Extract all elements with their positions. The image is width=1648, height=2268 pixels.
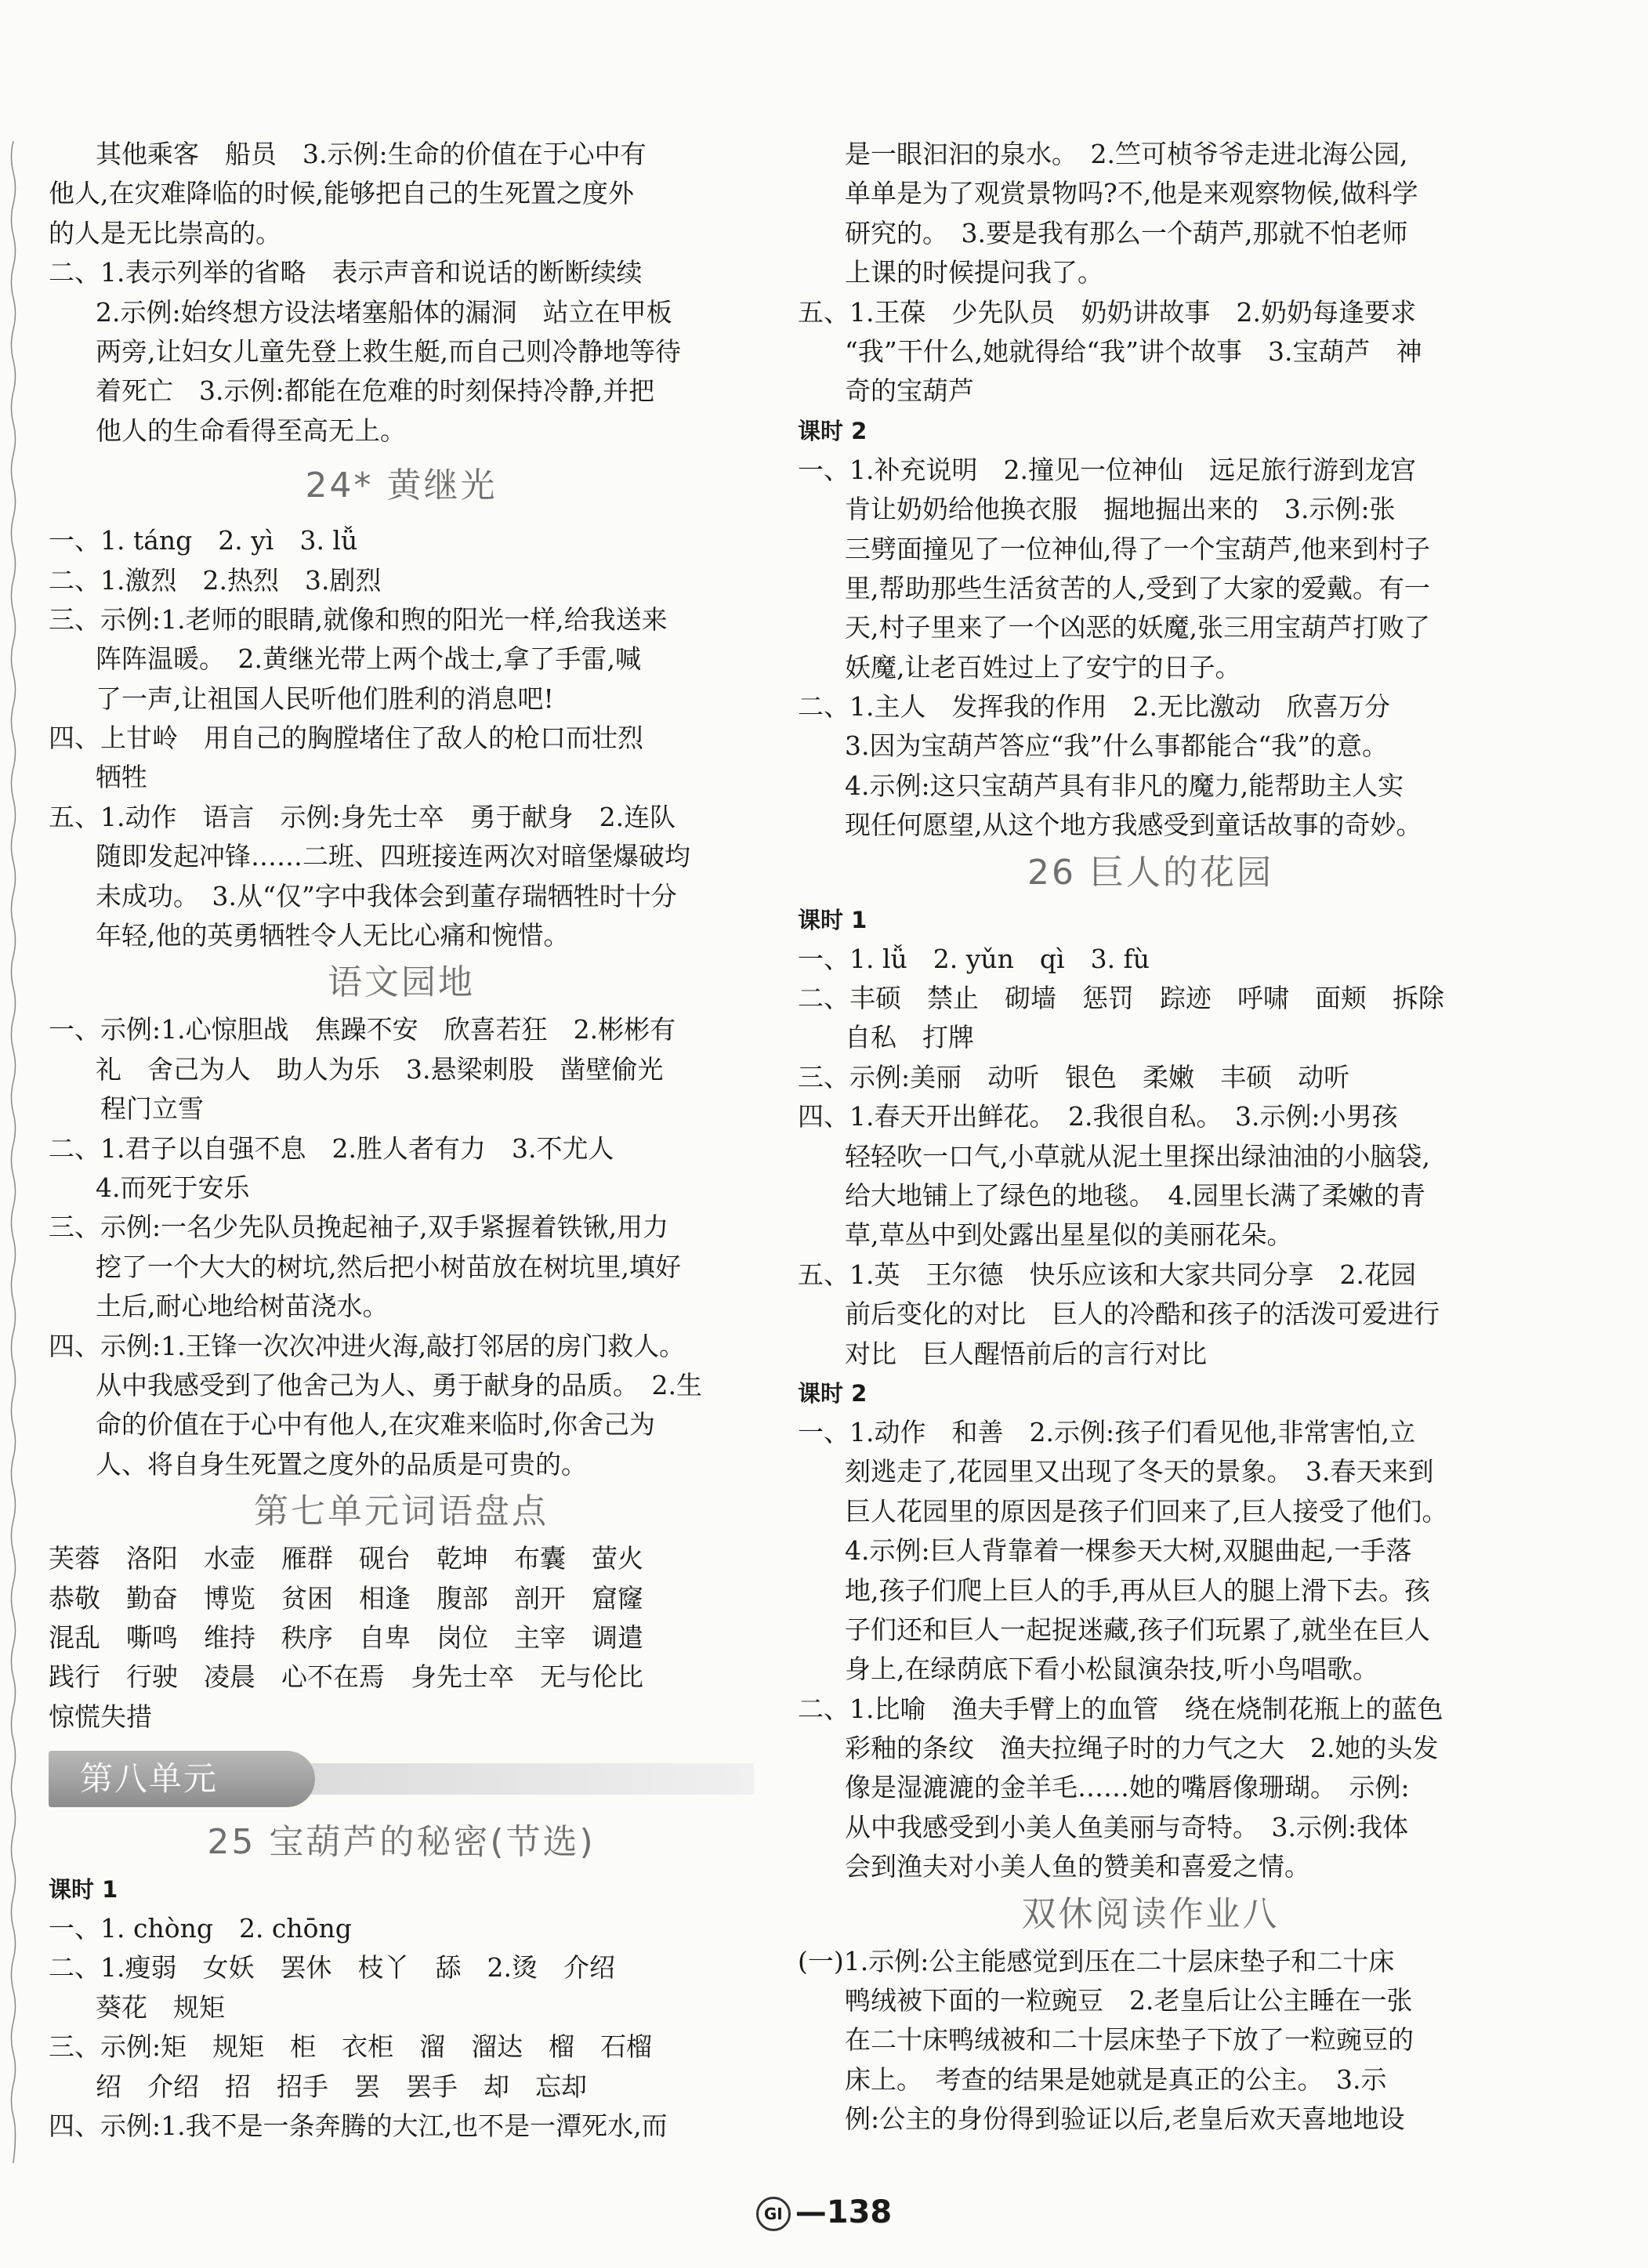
text-line: 4.示例:巨人背靠着一棵参天大树,双腿曲起,一手落 xyxy=(845,1535,1412,1567)
lesson-title-25: 25 宝葫芦的秘密(节选) xyxy=(207,1822,596,1863)
text-line: 一、1. chòng 2. chōng xyxy=(49,1913,352,1944)
text-line: 牺牲 xyxy=(96,762,147,793)
text-line: 三、示例:美丽 动听 银色 柔嫩 丰硕 动听 xyxy=(798,1061,1350,1092)
text-line: 二、1.君子以自强不息 2.胜人者有力 3.不尤人 xyxy=(49,1132,614,1164)
text-line: 二、1.激烈 2.热烈 3.剧烈 xyxy=(49,564,382,596)
text-line: 了一声,让祖国人民听他们胜利的消息吧! xyxy=(96,683,554,714)
text-line: 两旁,让妇女儿童先登上救生艇,而自己则冷静地等待 xyxy=(96,335,681,367)
lesson-period-label: 课时 1 xyxy=(798,906,867,933)
section-24 xyxy=(49,521,754,955)
section-title-sx: 双休阅读作业八 xyxy=(1021,1893,1280,1934)
text-line: 礼 舍己为人 助人为乐 3.悬梁刺股 凿壁偷光 xyxy=(96,1053,664,1085)
text-line: 一、示例:1.心惊胆战 焦躁不安 欣喜若狂 2.彬彬有 xyxy=(49,1014,676,1045)
text-line: 三、示例:一名少先队员挽起袖子,双手紧握着铁锹,用力 xyxy=(49,1212,669,1243)
text-line: 五、1.王葆 少先队员 奶奶讲故事 2.奶奶每逢要求 xyxy=(798,296,1416,328)
section-sx xyxy=(798,1942,1503,2139)
text-line: 研究的。 3.要是我有那么一个葫芦,那就不怕老师 xyxy=(845,217,1408,248)
section-23-tail xyxy=(49,135,754,451)
page-footer xyxy=(0,2194,1648,2231)
text-line: 现任何愿望,从这个地方我感受到童话故事的奇妙。 xyxy=(845,810,1422,841)
text-line: 二、丰硕 禁止 砌墙 惩罚 踪迹 呼啸 面颊 拆除 xyxy=(798,983,1444,1014)
text-line: 绍 介绍 招 招手 罢 罢手 却 忘却 xyxy=(96,2071,587,2102)
text-line: 巨人花园里的原因是孩子们回来了,巨人接受了他们。 xyxy=(845,1495,1448,1527)
text-line: 他人,在灾难降临的时候,能够把自己的生死置之度外 xyxy=(49,178,634,209)
text-line: 单单是为了观赏景物吗?不,他是来观察物候,做科学 xyxy=(845,178,1418,209)
text-line: 其他乘客 船员 3.示例:生命的价值在于心中有 xyxy=(96,139,647,169)
unit-banner-bar xyxy=(307,1763,754,1795)
text-line: 五、1.英 王尔德 快乐应该和大家共同分享 2.花园 xyxy=(798,1259,1416,1290)
text-line: 三、示例:1.老师的眼睛,就像和煦的阳光一样,给我送来 xyxy=(49,603,668,635)
text-line: 三劈面撞见了一位神仙,得了一个宝葫芦,他来到村子 xyxy=(845,533,1430,564)
text-line: 自私 打牌 xyxy=(845,1022,974,1053)
text-line: 前后变化的对比 巨人的冷酷和孩子的活泼可爱进行 xyxy=(845,1299,1440,1330)
left-column xyxy=(49,135,754,2146)
text-line: 混乱 嘶鸣 维持 秩序 自卑 岗位 主宰 调遣 xyxy=(49,1621,643,1653)
text-line: 轻轻吹一口气,小草就从泥土里探出绿油油的小脑袋, xyxy=(845,1140,1430,1172)
text-line: 土后,耐心地给树苗浇水。 xyxy=(96,1291,389,1322)
text-line: 从中我感受到了他舍己为人、勇于献身的品质。 2.生 xyxy=(96,1369,702,1400)
text-line: 子们还和巨人一起捉迷藏,孩子们玩累了,就坐在巨人 xyxy=(845,1614,1430,1645)
text-line: 惊慌失措 xyxy=(49,1701,152,1732)
text-line: 里,帮助那些生活贫苦的人,受到了大家的爱戴。有一 xyxy=(845,572,1430,603)
text-line: 着死亡 3.示例:都能在危难的时刻保持冷静,并把 xyxy=(96,375,655,407)
text-line: 人、将自身生死置之度外的品质是可贵的。 xyxy=(96,1448,587,1480)
text-line: 挖了一个大大的树坑,然后把小树苗放在树坑里,填好 xyxy=(96,1251,681,1282)
text-line: 四、示例:1.王锋一次次冲进火海,敲打邻居的房门救人。 xyxy=(49,1330,686,1361)
text-line: 从中我感受到小美人鱼美丽与奇特。 3.示例:我体 xyxy=(845,1811,1409,1842)
text-line: 一、1. táng 2. yì 3. lǚ xyxy=(49,525,358,556)
section-25b xyxy=(798,451,1503,846)
text-line: 像是湿漉漉的金羊毛……她的嘴唇像珊瑚。 示例: xyxy=(845,1772,1410,1803)
text-line: 是一眼汩汩的泉水。 2.竺可桢爷爷走进北海公园, xyxy=(845,139,1408,169)
text-line: 五、1.动作 语言 示例:身先士卒 勇于献身 2.连队 xyxy=(49,801,676,832)
lesson-title-24: 24* 黄继光 xyxy=(305,466,498,506)
text-line: 恭敬 勤奋 博览 贫困 相逢 腹部 剖开 窟窿 xyxy=(49,1582,643,1614)
text-line: 2.示例:始终想方设法堵塞船体的漏洞 站立在甲板 xyxy=(96,296,672,328)
text-line: 床上。 考查的结果是她就是真正的公主。 3.示 xyxy=(845,2063,1387,2095)
text-line: 命的价值在于心中有他人,在灾难来临时,你舍己为 xyxy=(96,1409,655,1440)
text-line: 天,村子里来了一个凶恶的妖魔,张三用宝葫芦打败了 xyxy=(845,612,1430,643)
lesson-period-label: 课时 2 xyxy=(798,1379,867,1407)
text-line: 4.示例:这只宝葫芦具有非凡的魔力,能帮助主人实 xyxy=(845,770,1404,801)
text-line: 身上,在绿荫底下看小松鼠演杂技,听小鸟唱歌。 xyxy=(845,1654,1378,1685)
text-line: 二、1.比喻 渔夫手臂上的血管 绕在烧制花瓶上的蓝色 xyxy=(798,1693,1443,1724)
section-title-cypd: 第七单元词语盘点 xyxy=(254,1491,549,1532)
unit-banner xyxy=(49,1737,754,1815)
text-line: 彩釉的条纹 渔夫拉绳子时的力气之大 2.她的头发 xyxy=(845,1733,1439,1764)
text-line: 二、1.瘦弱 女妖 罢休 枝丫 舔 2.烫 介绍 xyxy=(49,1952,615,1984)
text-line: 年轻,他的英勇牺牲令人无比心痛和惋惜。 xyxy=(96,920,570,951)
text-line: 在二十床鸭绒被和二十层床垫子下放了一粒豌豆的 xyxy=(845,2024,1414,2056)
text-line: 草,草丛中到处露出星星似的美丽花朵。 xyxy=(845,1219,1293,1251)
text-line: 一、1.动作 和善 2.示例:孩子们看见他,非常害怕,立 xyxy=(798,1416,1416,1447)
text-line: 三、示例:矩 规矩 柜 衣柜 溜 溜达 榴 石榴 xyxy=(49,2031,653,2063)
publisher-badge-icon: GI xyxy=(756,2197,791,2231)
right-column xyxy=(798,135,1503,2139)
section-25-cont xyxy=(798,135,1503,411)
text-line: 4.而死于安乐 xyxy=(96,1172,250,1203)
text-line: 3.因为宝葫芦答应“我”什么事都能合“我”的意。 xyxy=(845,730,1388,762)
text-line: 上课的时候提问我了。 xyxy=(845,257,1103,288)
text-line: “我”干什么,她就得给“我”讲个故事 3.宝葫芦 神 xyxy=(845,335,1422,367)
text-line: 例:公主的身份得到验证以后,老皇后欢天喜地地设 xyxy=(845,2103,1405,2135)
text-line: 的人是无比崇高的。 xyxy=(49,217,281,248)
text-line: 未成功。 3.从“仅”字中我体会到董存瑞牺牲时十分 xyxy=(96,880,677,911)
text-line: 一、1. lǚ 2. yǔn qì 3. fù xyxy=(798,943,1150,974)
text-line: 程门立雪 xyxy=(100,1093,204,1125)
text-line: 四、上甘岭 用自己的胸膛堵住了敌人的枪口而壮烈 xyxy=(49,723,643,754)
text-line: 二、1.主人 发挥我的作用 2.无比激动 欣喜万分 xyxy=(798,691,1390,723)
text-line: 随即发起冲锋……二班、四班接连两次对暗堡爆破均 xyxy=(96,841,690,872)
text-line: 给大地铺上了绿色的地毯。 4.园里长满了柔嫩的青 xyxy=(845,1179,1425,1211)
text-line: (一)1.示例:公主能感觉到压在二十层床垫子和二十床 xyxy=(798,1945,1395,1976)
text-line: 对比 巨人醒悟前后的言行对比 xyxy=(845,1338,1207,1369)
text-line: 鸭绒被下面的一粒豌豆 2.老皇后让公主睡在一张 xyxy=(845,1985,1413,2016)
text-line: 二、1.表示列举的省略 表示声音和说话的断断续续 xyxy=(49,257,643,288)
binding-edge xyxy=(9,141,17,2163)
section-ywyd xyxy=(49,1010,754,1484)
section-26b xyxy=(798,1413,1503,1887)
section-25a xyxy=(49,1909,754,2146)
section-cypd xyxy=(49,1539,754,1737)
unit-banner-label: 第八单元 xyxy=(49,1751,315,1807)
text-line: 践行 行驶 凌晨 心不在焉 身先士卒 无与伦比 xyxy=(49,1661,643,1693)
text-line: 刻逃走了,花园里又出现了冬天的景象。 3.春天来到 xyxy=(845,1456,1434,1487)
text-line: 四、示例:1.我不是一条奔腾的大江,也不是一潭死水,而 xyxy=(49,2110,668,2142)
text-line: 芙蓉 洛阳 水壶 雁群 砚台 乾坤 布囊 萤火 xyxy=(49,1543,643,1574)
text-line: 一、1.补充说明 2.撞见一位神仙 远足旅行游到龙宫 xyxy=(798,454,1416,485)
text-line: 地,孩子们爬上巨人的手,再从巨人的腿上滑下去。孩 xyxy=(845,1574,1430,1606)
lesson-period-label: 课时 1 xyxy=(49,1876,118,1904)
section-26a xyxy=(798,940,1503,1374)
lesson-title-26: 26 巨人的花园 xyxy=(1027,852,1273,893)
text-line: 他人的生命看得至高无上。 xyxy=(96,415,406,446)
page-number: —138 xyxy=(795,2194,893,2230)
text-line: 阵阵温暖。 2.黄继光带上两个战士,拿了手雷,喊 xyxy=(96,643,641,675)
text-line: 会到渔夫对小美人鱼的赞美和喜爱之情。 xyxy=(845,1851,1310,1882)
lesson-period-label: 课时 2 xyxy=(798,417,867,444)
text-line: 肯让奶奶给他换衣服 掘地掘出来的 3.示例:张 xyxy=(845,494,1396,525)
text-line: 四、1.春天开出鲜花。 2.我很自私。 3.示例:小男孩 xyxy=(798,1101,1398,1132)
section-title-ywyd: 语文园地 xyxy=(328,962,475,1003)
text-line: 奇的宝葫芦 xyxy=(845,375,974,407)
text-line: 葵花 规矩 xyxy=(96,1991,225,2023)
text-line: 妖魔,让老百姓过上了安宁的日子。 xyxy=(845,651,1241,683)
